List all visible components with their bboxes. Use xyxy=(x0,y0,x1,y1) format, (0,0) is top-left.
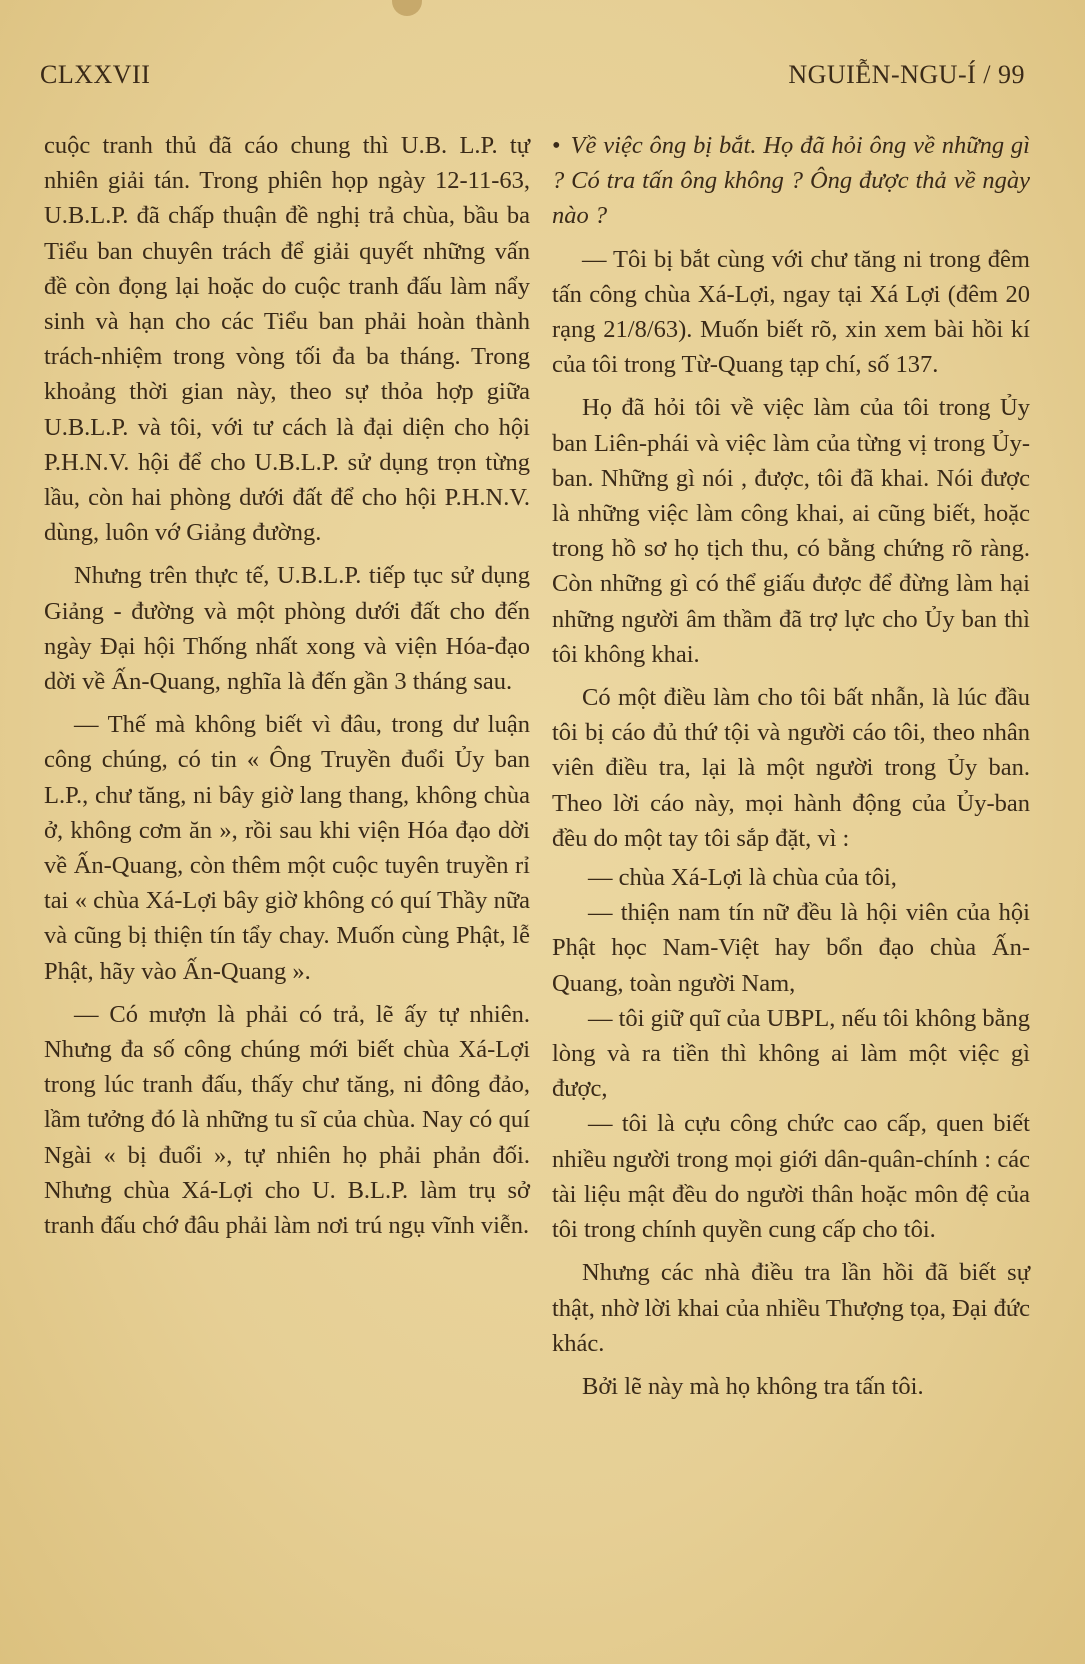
paragraph: — Thế mà không biết vì đâu, trong dư luận công chúng, có tin « Ông Truyền đuổi Ủy ban L.P., chư tăng, ni bây giờ lang thang, không chùa ở, không cơm ăn », rồi sau khi viện Hóa đạo dời về Ấn-Quang, còn thêm một cuộc tuyên truyền rỉ tai « chùa Xá-Lợi bây giờ không có quí Thầy nữa và cũng bị thiện tín tẩy chay. Muốn cùng Phật, lễ Phật, hãy vào Ấn-Quang ». xyxy=(44,711,530,985)
answer-paragraph: Họ đã hỏi tôi về việc làm của tôi trong Ủy ban Liên-phái và việc làm của từng vị trong Ủy-ban. Những gì nói , được, tôi đã khai. Nói được là những việc làm công khai, ai cũng biết, hoặc trong hồ sơ họ tịch thu, có bằng chứng rõ ràng. Còn những gì có thể giấu được để đừng làm hại những người âm thầm đã trợ lực cho Ủy ban thì tôi không khai. xyxy=(552,394,1030,668)
right-column xyxy=(552,128,1030,1412)
list-item: — tôi là cựu công chức cao cấp, quen biết nhiều người trong mọi giới dân-quân-chính : các tài liệu mật đều do người thân hoặc môn đệ của tôi trong chính quyền cung cấp cho tôi. xyxy=(552,1110,1030,1244)
list-item: — thiện nam tín nữ đều là hội viên của hội Phật học Nam-Việt hay bổn đạo chùa Ấn-Quang, toàn người Nam, xyxy=(552,899,1030,997)
running-header xyxy=(40,60,1025,100)
question-text: Về việc ông bị bắt. Họ đã hỏi ông về những gì ? Có tra tấn ông không ? Ông được thả về ngày nào ? xyxy=(552,132,1030,230)
answer-paragraph: Có một điều làm cho tôi bất nhẫn, là lúc đầu tôi bị cáo đủ thứ tội và người cáo tôi, theo nhân viên điều tra, lại là một người trong Ủy ban. Theo lời cáo này, mọi hành động của Ủy-ban đều do một tay tôi sắp đặt, vì : xyxy=(552,684,1030,852)
paragraph: — Có mượn là phải có trả, lẽ ấy tự nhiên. Nhưng đa số công chúng mới biết chùa Xá-Lợi trong lúc tranh đấu, thấy chư tăng, ni đông đảo, lầm tưởng đó là những tu sĩ của chùa. Nay có quí Ngài « bị đuổi », tự nhiên họ phải phản đối. Nhưng chùa Xá-Lợi cho U. B.L.P. làm trụ sở tranh đấu chớ đâu phải làm nơi trú ngụ vĩnh viễn. xyxy=(44,1000,530,1240)
bullet-mark: • xyxy=(552,132,561,159)
answer-paragraph: Nhưng các nhà điều tra lần hồi đã biết sự thật, nhờ lời khai của nhiều Thượng tọa, Đại đức khác. xyxy=(552,1259,1030,1357)
interview-question xyxy=(552,128,1030,234)
paragraph: cuộc tranh thủ đã cáo chung thì U.B. L.P. tự nhiên giải tán. Trong phiên họp ngày 12-11-63, U.B.L.P. đã chấp thuận đề nghị trả chùa, bầu ba Tiểu ban chuyên trách để giải quyết những vấn đề còn đọng lại hoặc do cuộc tranh đấu làm nẩy sinh và hạn cho các Tiểu ban phải hoàn thành trách-nhiệm trong vòng tối đa ba tháng. Trong khoảng thời gian này, theo sự thỏa hợp giữa U.B.L.P. và tôi, với tư cách là đại diện cho hội P.H.N.V. hội để cho U.B.L.P. sử dụng trọn từng lầu, còn hai phòng dưới đất để cho hội P.H.N.V. dùng, luôn vớ Giảng đường. xyxy=(44,132,530,547)
top-ornament xyxy=(392,0,422,16)
answer-paragraph: Bởi lẽ này mà họ không tra tấn tôi. xyxy=(582,1372,924,1400)
author-page-number: NGUIỄN-NGU-Í / 99 xyxy=(788,60,1025,89)
list-item: — tôi giữ quĩ của UBPL, nếu tôi không bằng lòng và ra tiền thì không ai làm một việc gì được, xyxy=(552,1004,1030,1103)
list-item: — chùa Xá-Lợi là chùa của tôi, xyxy=(588,864,897,892)
paragraph: Nhưng trên thực tế, U.B.L.P. tiếp tục sử dụng Giảng - đường và một phòng dưới đất cho đến ngày Đại hội Thống nhất xong và viện Hóa-đạo dời về Ấn-Quang, nghĩa là đến gần 3 tháng sau. xyxy=(44,562,530,696)
left-column xyxy=(44,128,530,1251)
chapter-number: CLXXVII xyxy=(40,60,151,89)
answer-paragraph: — Tôi bị bắt cùng với chư tăng ni trong đêm tấn công chùa Xá-Lợi, ngay tại Xá Lợi (đêm 20 rạng 21/8/63). Muốn biết rõ, xin xem bài hồi kí của tôi trong Từ-Quang tạp chí, số 137. xyxy=(552,245,1030,379)
